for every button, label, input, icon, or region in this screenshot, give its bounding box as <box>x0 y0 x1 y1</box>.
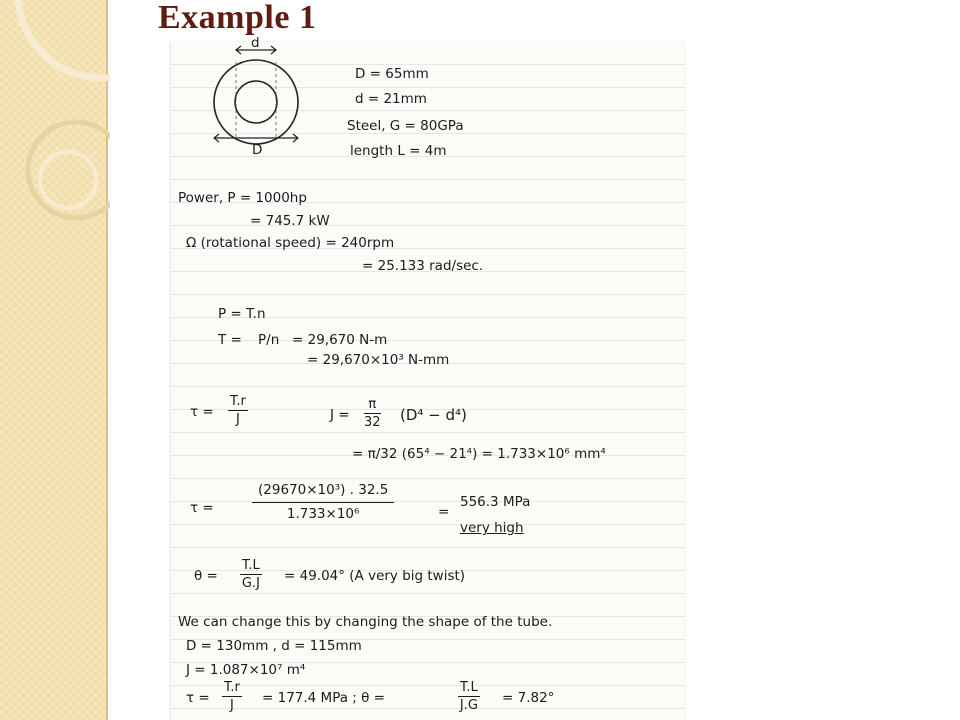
change-line-1: We can change this by changing the shape of the tube. <box>178 614 553 630</box>
stress-lhs: τ = <box>190 500 214 516</box>
page-margin-line <box>170 42 171 720</box>
change-twist-denominator: J.G <box>459 698 478 713</box>
polar-moment-lhs: J = <box>330 407 350 423</box>
stress-numerator: (29670×10³) . 32.5 <box>252 482 394 503</box>
twist-result: = 49.04° (A very big twist) <box>284 568 466 584</box>
power-line-2: = 745.7 kW <box>250 213 330 229</box>
polar-moment-numerator: π <box>364 397 381 414</box>
twist-denominator: G.J <box>241 576 260 591</box>
torque-power-over-speed: P/n <box>258 332 280 348</box>
shear-formula-fraction <box>228 394 248 427</box>
diagram-inner-diameter-label: d <box>251 35 260 51</box>
hollow-shaft-diagram <box>200 42 310 157</box>
shear-formula-numerator: T.r <box>230 394 246 409</box>
change-line-4-middle: = 177.4 MPa ; θ = <box>262 690 385 706</box>
twist-numerator: T.L <box>242 558 260 573</box>
given-shear-modulus: Steel, G = 80GPa <box>347 118 464 134</box>
twist-fraction <box>240 558 262 591</box>
power-line-1: Power, P = 1000hp <box>178 190 307 206</box>
slide-title: Example 1 <box>158 0 317 36</box>
change-twist-numerator: T.L <box>460 680 478 695</box>
twist-lhs: θ = <box>194 568 218 584</box>
given-outer-diameter: D = 65mm <box>355 66 429 82</box>
given-length: length L = 4m <box>350 143 447 159</box>
change-shear-numerator: T.r <box>224 680 240 695</box>
change-line-3: J = 1.087×10⁷ m⁴ <box>186 662 306 678</box>
change-shear-fraction <box>222 680 242 713</box>
change-shear-denominator: J <box>230 698 234 713</box>
change-line-4-lhs: τ = <box>186 690 210 706</box>
power-line-3: Ω (rotational speed) = 240rpm <box>186 235 395 251</box>
stress-fraction <box>252 482 394 522</box>
decorative-circles <box>0 0 110 720</box>
polar-moment-denominator: 32 <box>364 415 381 430</box>
stress-denominator: 1.733×10⁶ <box>286 506 360 522</box>
given-inner-diameter: d = 21mm <box>355 91 427 107</box>
handwritten-notes-page <box>170 35 685 720</box>
polar-moment-fraction <box>364 397 381 430</box>
stress-equals: = <box>438 504 450 520</box>
change-twist-fraction <box>458 680 480 713</box>
torque-line-3: = 29,670×10³ N-mm <box>307 352 450 368</box>
change-line-2: D = 130mm , d = 115mm <box>186 638 362 654</box>
power-line-4: = 25.133 rad/sec. <box>362 258 484 274</box>
torque-line-2-lhs: T = <box>218 332 242 348</box>
polar-moment-rhs: (D⁴ − d⁴) <box>400 406 467 424</box>
change-line-4-result: = 7.82° <box>502 690 555 706</box>
stress-result: 556.3 MPa <box>460 494 531 510</box>
polar-moment-result: = π/32 (65⁴ − 21⁴) = 1.733×10⁶ mm⁴ <box>352 446 606 462</box>
diagram-outer-diameter-label: D <box>252 142 263 158</box>
shear-formula-denominator: J <box>236 412 240 427</box>
torque-line-2-result: = 29,670 N-m <box>292 332 388 348</box>
shear-formula-lhs: τ = <box>190 404 214 420</box>
stress-note: very high <box>460 520 524 536</box>
torque-line-1: P = T.n <box>218 306 266 322</box>
